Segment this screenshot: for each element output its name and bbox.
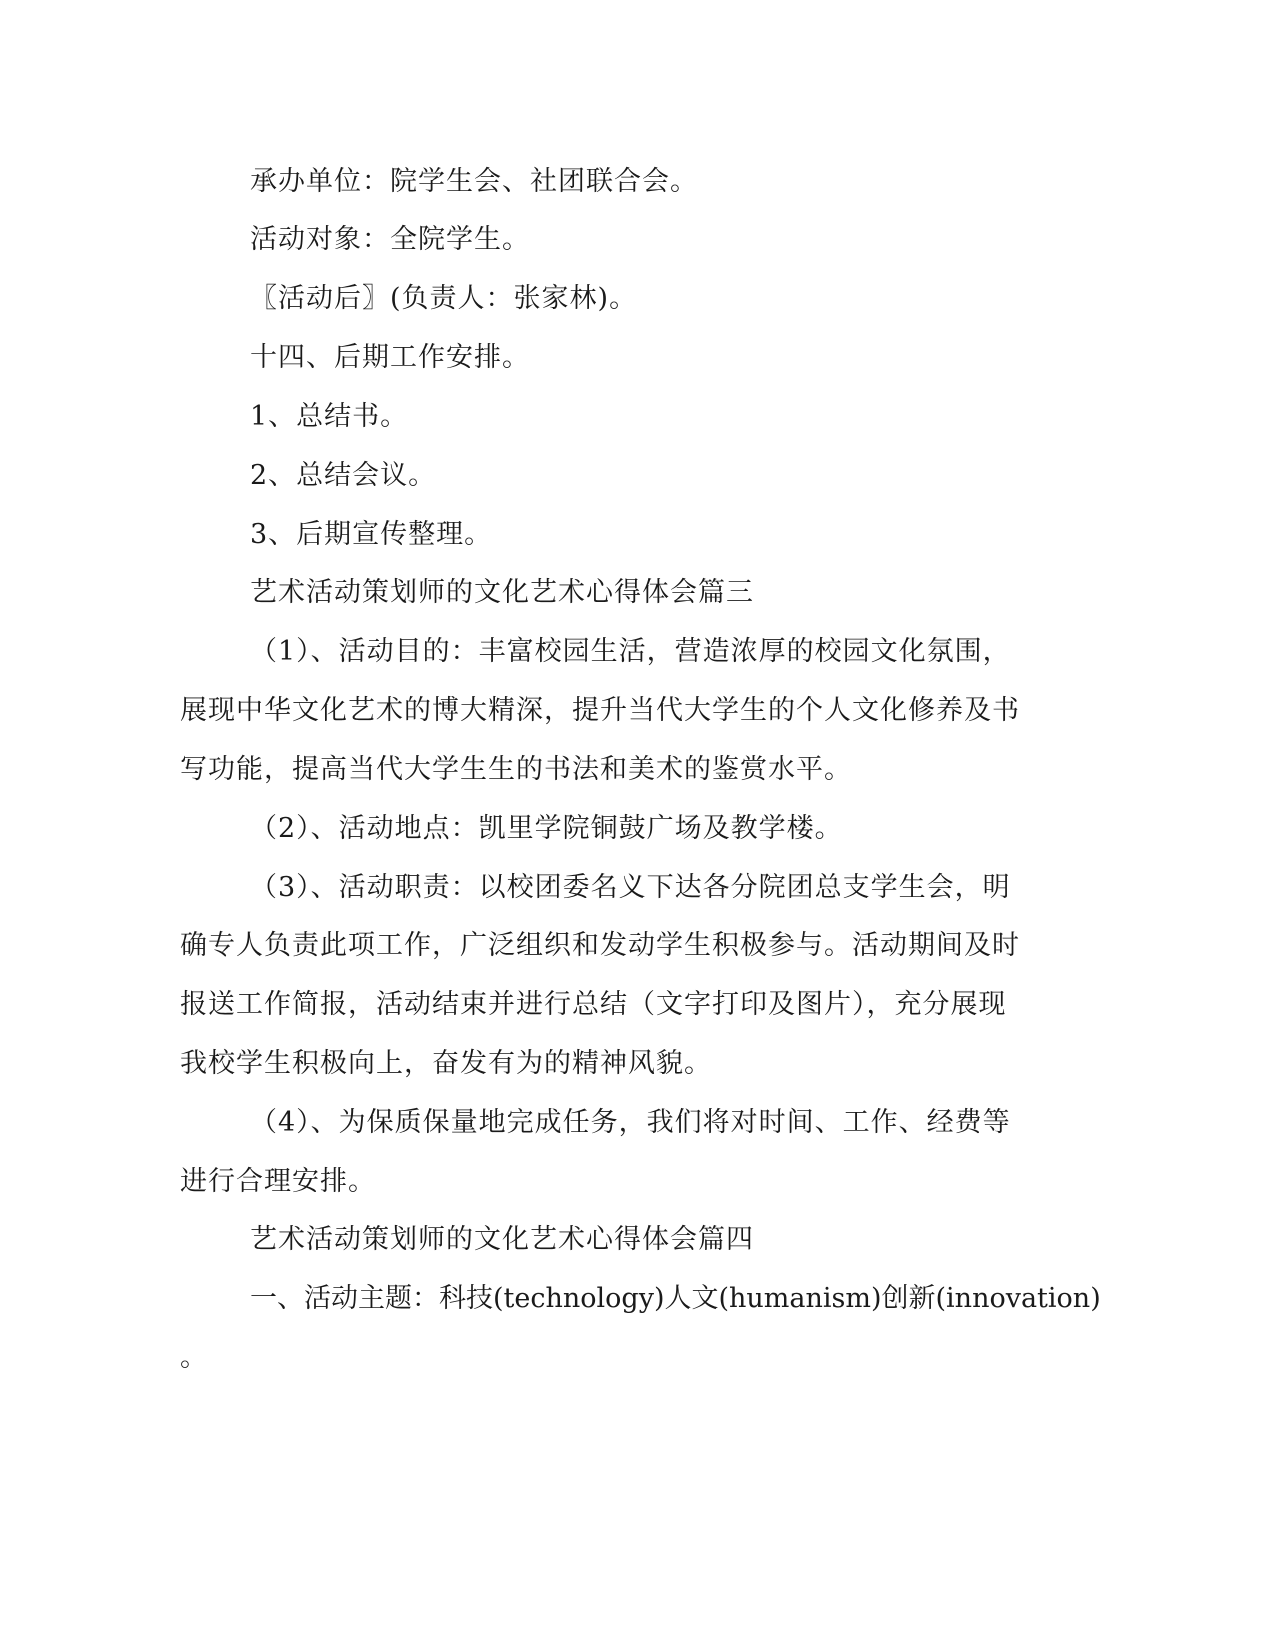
paragraph-duties-line-2: 确专人负责此项工作，广泛组织和发动学生积极参与。活动期间及时 [180, 930, 1020, 961]
section-title-part-four: 艺术活动策划师的文化艺术心得体会篇四 [250, 1224, 754, 1255]
paragraph-duties-line-1: （3）、活动职责：以校团委名义下达各分院团总支学生会，明 [250, 872, 1011, 903]
list-item-summary-report: 1、总结书。 [250, 401, 409, 432]
paragraph-duties-line-3: 报送工作简报，活动结束并进行总结（文字打印及图片），充分展现 [180, 989, 1007, 1020]
list-item-publicity: 3、后期宣传整理。 [250, 519, 493, 550]
section-title-part-three: 艺术活动策划师的文化艺术心得体会篇三 [250, 577, 754, 608]
paragraph-purpose-line-1: （1）、活动目的：丰富校园生活，营造浓厚的校园文化氛围， [250, 636, 1011, 667]
text-line-theme-end: 。 [180, 1342, 208, 1373]
paragraph-duties-line-4: 我校学生积极向上，奋发有为的精神风貌。 [180, 1048, 712, 1079]
paragraph-arrangement-line-1: （4）、为保质保量地完成任务，我们将对时间、工作、经费等 [250, 1107, 1011, 1138]
text-line-after-activity: 〖活动后〗(负责人：张家林)。 [250, 283, 638, 314]
paragraph-arrangement-line-2: 进行合理安排。 [180, 1166, 376, 1197]
text-line-theme: 一、活动主题：科技(technology)人文(humanism)创新(innovation) [250, 1283, 1101, 1314]
paragraph-location: （2）、活动地点：凯里学院铜鼓广场及教学楼。 [250, 813, 843, 844]
paragraph-purpose-line-2: 展现中华文化艺术的博大精深，提升当代大学生的个人文化修养及书 [180, 695, 1020, 726]
section-heading-later-work: 十四、后期工作安排。 [250, 342, 530, 373]
paragraph-purpose-line-3: 写功能，提高当代大学生生的书法和美术的鉴赏水平。 [180, 754, 852, 785]
list-item-summary-meeting: 2、总结会议。 [250, 460, 437, 491]
text-line-organizer: 承办单位：院学生会、社团联合会。 [250, 166, 698, 197]
text-line-audience: 活动对象：全院学生。 [250, 224, 530, 255]
